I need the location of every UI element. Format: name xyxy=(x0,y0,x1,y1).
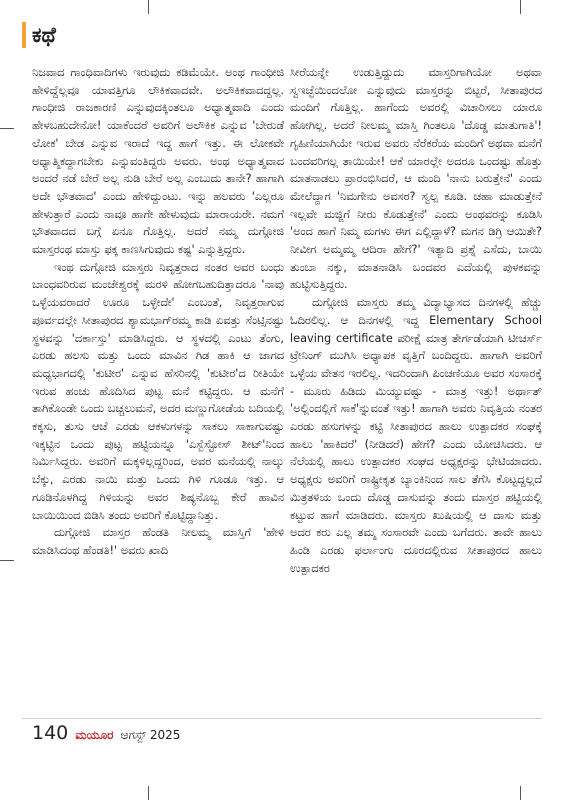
crop-mark-top xyxy=(520,0,521,14)
crop-mark-bottom xyxy=(520,786,521,800)
crop-mark-left xyxy=(0,128,14,129)
accent-bar xyxy=(22,22,26,48)
page-number: 140 xyxy=(32,722,69,744)
paragraph: ನಿಜವಾದ ಗಾಂಧಿವಾದಿಗಳು ಇರುವುದು ಕಡಿಮೆಯೇ. ಅಂಥ ಗಾಂಧೀಜಿ ಹೇಳಿದ್ದೆಲ್ಲವೂ ಯಾವತ್ತಿಗೂ ಲೌಕಿಕವಾದವೇ. ಅಲೌಕಿಕವಾದದ್ದಲ್ಲ. ಗಾಂಧೀಜಿ ರಾಜಕಾರಣಿ ಎನ್ನುವುದಕ್ಕಿಂತಲೂ ಅಧ್ಯಾತ್ಮವಾದಿ ಎಂದು ಹೇಳಬಹುದೇನೋ! ಯಾಕೆಂದರೆ ಅವರಿಗೆ ಅಲೌಕಿಕ ಎನ್ನುವ 'ಬೇರುಡೆ ಲೋಕ' ಬೇಡ ಎನ್ನುವ ಇರಾದೆ ಇದ್ದ ಹಾಗೆ ಇತ್ತು. ಈ ಲೋಕವೇ ಅಧ್ಯಾತ್ಮಿಕದ್ದಾಗಬೇಕು ಎನ್ನುವಂತಿದ್ದರು ಅವರು. ಅಂಥ ಅಧ್ಯಾತ್ಮವಾದ ಅಂದರೆ ನಡೆ ಬೇರೆ ಅಲ್ಲ ನುಡಿ ಬೇರೆ ಅಲ್ಲ ಎಂಬುದು ತಾನೇ? ಹಾಗಾಗಿ ಅದೇ ಭೌತವಾದ' ಎಂದು ಹೇಳಿದ್ದುಂಟು. ಇನ್ನು ಹಲವರು 'ಎಲ್ಲರೂ ಹೇಳುತ್ತಾರೆ ಎಂದು ನಾವೂ ಹಾಗೇ ಹೇಳುವುದು ಮಾರಾಯರೇ. ನಮಗೆ ಭೌತವಾದದ ಬಗ್ಗೆ ಏನೂ ಗೊತ್ತಿಲ್ಲ. ಅದರೆ ನಮ್ಮ ದುಗ್ಗೋಜಿ ಮಾಸ್ತರಂಥ ಮಾಸ್ತು ಫಕ್ಕ ಕಾಣಸಿಗುವುದು ಕಷ್ಟ' ಎನ್ನುತ್ತಿದ್ದರು. xyxy=(32,66,284,257)
crop-mark-bottom xyxy=(148,786,149,800)
right-column xyxy=(290,64,542,577)
section-header xyxy=(22,20,56,50)
section-title: ಕಥೆ xyxy=(32,22,56,47)
footer-rule xyxy=(22,718,542,719)
page-footer xyxy=(32,722,180,744)
paragraph: ಸೀರೆಯನ್ನೇ ಉಡುತ್ತಿದ್ದುದು ಮಾಸ್ತರಿಗಾಗಿಯೋ ಅಥವಾ ಸ್ವಇಚ್ಛೆಯಿಂದಲೋ ಎನ್ನುವುದು ಮಾಸ್ತರನ್ನು ಬಿಟ್ಟರೆ, ಸೀತಾಪುರದ ಮಂದಿಗೆ ಗೊತ್ತಿಲ್ಲ. ಹಾಗೆಂದು ಅವರಲ್ಲಿ ವಿಚಾರಿಸಲು ಯಾರೂ ಹೋಗಿಲ್ಲ. ಅದರೆ ನೀಲಮ್ಮ ಮಾಸ್ತಿ ಗಿಂತಲೂ 'ದೊಡ್ಡ ಮಾತುಗಾತಿ'! ಗೃಹಿಣಿಯಾಗಿಯೇ ಇರುವ ಅವರು ನೆರೆಕರೆಯ ಮಂದಿಗೆ ಅಥವಾ ಮನೆಗೆ ಬಂದವರಿಗಲ್ಲ ತಾಯಿಯೇ! ಆಕೆ ಯಾರಲ್ಲೇ ಅದರೂ ಒಂದಷ್ಟು ಹೊತ್ತು ಮಾತನಾಡಲು ಪ್ರಾರಂಭಿಸಿದರೆ, ಆ ಮಂದಿ 'ನಾನು ಬರುತ್ತೇನೆ' ಎಂದು ಮೇಲೆದ್ದಾಗ 'ನಿಮಗೇನು ಅವಸರ? ಸ್ವಲ್ಪ ಕೂಡಿ. ಚಹಾ ಮಾಡುತ್ತೇನೆ ಇಲ್ಲವೇ ಮಜ್ಜಿಗೆ ನೀರು ಕೊಡುತ್ತೇನೆ' ಎಂದು ಅಂಥವರನ್ನು ಕೂಡಿಸಿ 'ಅಂದ ಹಾಗೆ ನಿಮ್ಮ ಮಗಳು ಈಗ ಎಲ್ಲಿದ್ದಾಳೆ? ಮಗನ ಡಿಗ್ರಿ ಆಯಿತೇ? ನೀವೀಗ ಅಮ್ಮಮ್ಮ ಆದಿರಾ ಹೇಗೆ?' ಇತ್ಯಾದಿ ಪ್ರಶ್ನೆ ಎಸೆದು, ಬಾಯಿ ತುಂಬಾ ನಕ್ಕು, ಮಾತನಾಡಿಸಿ ಬಂದವರ ಎದೆಯಲ್ಲಿ ಪುಳಕವನ್ನು ಹುಟ್ಟಿಸುತ್ತಿದ್ದರು. xyxy=(290,66,542,292)
paragraph: ದುಗ್ಗೋಜಿ ಮಾಸ್ತರು ತಮ್ಮ ವಿದ್ಯಾಭ್ಯಾಸದ ದಿನಗಳಲ್ಲಿ ಹೆಚ್ಚು ಓದಿರಲಿಲ್ಲ. ಆ ದಿನಗಳಲ್ಲಿ ಇದ್ದ Elementary School leaving certificate ಪರೀಕ್ಷೆ ಮಾತ್ರ ತೇರ್ಗಡೆಯಾಗಿ ಟೀಚರ್ಸ್ ಟ್ರೇನಿಂಗ್ ಮುಗಿಸಿ ಅಧ್ಯಾಪಕ ವೃತ್ತಿಗೆ ಬಂದಿದ್ದರು. ಹಾಗಾಗಿ ಅವರಿಗೆ ಒಳ್ಳೆಯ ವೇತನ ಇರಲಿಲ್ಲ. ಇದರಿಂದಾಗಿ ಪಿಂಚಣಿಯೂ ಅವರ ಸಂಸಾರಕ್ಕೆ - ಮೂರು ಹಿಡಿದು ಮಿಯ್ಯುವಷ್ಟು - ಮಾತ್ರ ಇತ್ತು! ಅರ್ಥಾತ್ 'ಅಲ್ಲಿಂದಲ್ಲಿಗೆ ಸಾಕೆ'ನ್ನುವಂತೆ ಇತ್ತು! ಹಾಗಾಗಿ ಅವರು ನಿವೃತ್ತಿಯ ನಂತರ ಎರಡು ಹಸುಗಳನ್ನು ಕಟ್ಟಿ ಸೀತಾಪುರದ ಹಾಲು ಉತ್ಪಾದಕರ ಸಂಘಕ್ಕೆ ಹಾಲು 'ಹಾಕಿದರೆ' (ನೀಡಿದರೆ) ಹೇಗೆ? ಎಂದು ಯೋಚಿಸಿದರು. ಆ ನೆಲೆಯಲ್ಲಿ ಹಾಲು ಉತ್ಪಾದಕರ ಸಂಘದ ಅಧ್ಯಕ್ಷರನ್ನು ಭೇಟಿಯಾದರು. ಅಧ್ಯಕ್ಷರು ಅವರಿಗೆ ರಾಷ್ಟ್ರೀಕೃತ ಬ್ಯಾಂಕಿನಿಂದ ಸಾಲ ತೆಗೆಸಿ ಕೊಟ್ಟದ್ದಲ್ಲದೆ ಮಿತ್ರತಳಿಯ ಒಂದು ದೊಡ್ಡ ದಾಸುವನ್ನು ತಂದು ಮಾಸ್ತರ ಹಟ್ಟಿಯಲ್ಲಿ ಕಟ್ಟುವ ಹಾಗೆ ಮಾಡಿದರು. ಮಾಸ್ತರು ಖುಷಿಯಲ್ಲಿ ಆ ದಾಸು ಮತ್ತು ಅದರ ಕರು ಎಲ್ಲ ತಮ್ಮ ಸಂಸಾರವೇ ಎಂದು ಬಗೆದರು. ತಾವೇ ಹಾಲು ಹಿಂಡಿ ಎರಡು ಫರ್ಲಾಂಗು ದೂರದಲ್ಲಿರುವ ಸೀತಾಪುರದ ಹಾಲು ಉತ್ಪಾದಕರ xyxy=(290,296,542,575)
issue-date: ಆಗಸ್ಟ್ 2025 xyxy=(120,728,181,742)
paragraph: ದುಗ್ಗೋಜಿ ಮಾಸ್ತರ ಹೆಂಡತಿ ನೀಲಮ್ಮ ಮಾಸ್ತಿಗೆ 'ಹೇಳಿ ಮಾಡಿಸಿದಂಥ ಹೆಂಡತಿ!' ಅವರು ಖಾದಿ xyxy=(32,526,284,557)
paragraph: ಇಂಥ ದುಗ್ಗೋಜಿ ಮಾಸ್ತರು ನಿವೃತ್ತರಾದ ನಂತರ ಅವರ ಬಂಧು ಬಾಂಧವರಿರುವ ಮಂಜೇಶ್ವರಕ್ಕೆ ಮರಳಿ ಹೋಗಬಹುದಿತ್ತಾದರೂ 'ನಾವು ಒಳ್ಳೆಯವರಾದರೆ ಊರೂ ಒಳ್ಳೇದೇ' ಎಂಬಂತೆ, ನಿವೃತ್ತರಾಗುವ ಪೂರ್ವದಲ್ಲೇ ಸೀತಾಪುರದ ಶ್ಯಾಮಭಾಗ್‌ರಮ್ಮ ಕಾಡಿ ಏವತ್ತು ಸೆಂಟ್ಸಿನಷ್ಟು ಸ್ಥಳವನ್ನು 'ದರ್ಕಾಸ್ತು' ಮಾಡಿಸಿದ್ದರು. ಆ ಸ್ಥಳದಲ್ಲಿ ಎಂಟು ತೆಂಗು, ಎರಡು ಹಲಸು ಮತ್ತು ಒಂದು ಮಾವಿನ ಗಿಡ ಹಾಕಿ ಆ ಜಾಗದ ಮಧ್ಯಭಾಗದಲ್ಲಿ 'ಕುಟೀರ' ಎನ್ನುವ ಹೆಸರಿನಲ್ಲಿ 'ಕುಟೀರ'ದ ರೀತಿಯೇ ಇರುವ ಹಂಚು ಹೊದಿಸಿದ ಪುಟ್ಟ ಮನೆ ಕಟ್ಟಿದ್ದರು. ಆ ಮನೆಗೆ ತಾಗಿಕೊಂಡೇ ಒಂದು ಬಚ್ಚಲುಮನೆ, ಅದರ ಮಣ್ಣುಗೋಡೆಯ ಬದಿಯಲ್ಲಿ ಕಕ್ಕಸು, ತುಸು ಆಚೆ ಎರಡು ಆಕಳುಗಳನ್ನು ಸಾಕಲು ಸಾಕಾಗುವಷ್ಟು ಇಕ್ಕಟ್ಟಿನ ಒಂದು ಪುಟ್ಟ ಹಟ್ಟಿಯನ್ನೂ 'ಎಸ್ಬೆಸ್ಟೋಸ್ ಶೀಟ್'ನಿಂದ ನಿರ್ಮಿಸಿದ್ದರು. ಅವರಿಗೆ ಮಕ್ಕಳಿಲ್ಲದ್ದರಿಂದ, ಅವರ ಮನೆಯಲ್ಲಿ ನಾಲ್ಕು ಬೆಕ್ಕು, ಎರಡು ನಾಯಿ ಮತ್ತು ಒಂದು ಗಿಳಿ ಗೂಡೂ ಇತ್ತು. ಆ ಗೂಡಿನೊಳಗಿದ್ದ ಗಿಳಿಯನ್ನು ಅವರ ಶಿಷ್ಯನೊಬ್ಬ ಕೇರೆ ಹಾವಿನ ಬಾಯಿಯಿಂದ ಬಿಡಿಸಿ ತಂದು ಅವರಿಗೆ ಕೊಟ್ಟಿದ್ದಾನಿತ್ತು. xyxy=(32,260,284,522)
crop-mark-top xyxy=(148,0,149,14)
magazine-logo: ಮಯೂರ xyxy=(75,728,114,742)
crop-mark-left xyxy=(0,560,14,561)
left-column xyxy=(32,64,284,560)
